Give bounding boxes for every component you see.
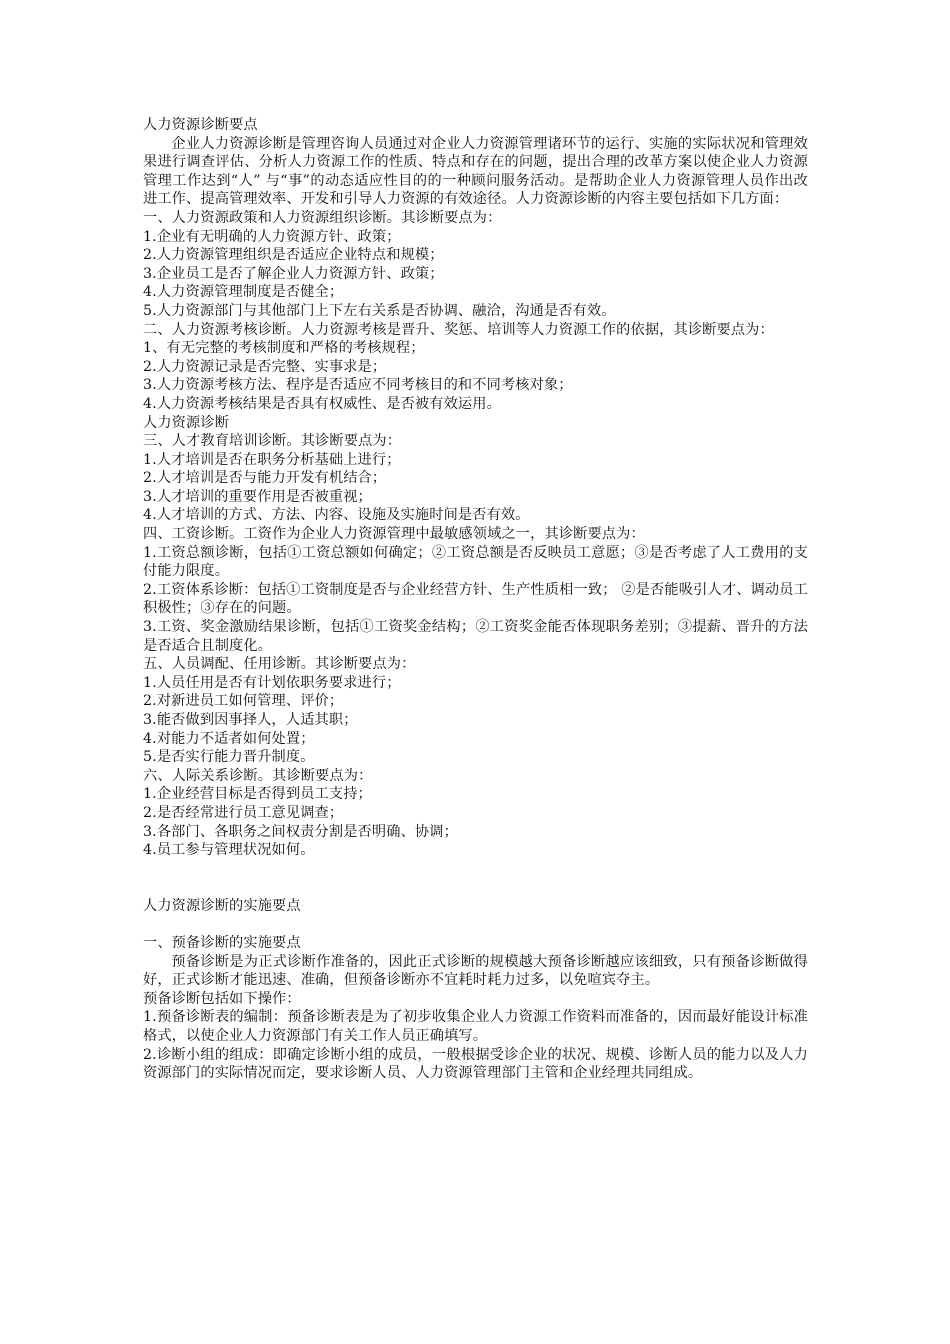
list-item: 2.人力资源记录是否完整、实事求是； xyxy=(143,358,387,375)
list-item: 5.人力资源部门与其他部门上下左右关系是否协调、融洽，沟通是否有效。 xyxy=(143,302,616,319)
section-heading: 一、人力资源政策和人力资源组织诊断。其诊断要点为： xyxy=(143,209,502,226)
section-heading: 二、人力资源考核诊断。人力资源考核是晋升、奖惩、培训等人力资源工作的依据，其诊断要点为： xyxy=(143,321,774,338)
list-item: 1.企业有无明确的人力资源方针、政策； xyxy=(143,228,401,245)
list-item: 1.预备诊断表的编制：预备诊断表是为了初步收集企业人力资源工作资料而准备的，因而最好能设计标准格式，以使企业人力资源部门有关工作人员正确填写。 xyxy=(143,1009,808,1044)
list-item: 3.能否做到因事择人，人适其职； xyxy=(143,712,358,728)
list-item: 4.人力资源考核结果是否具有权威性、是否被有效运用。 xyxy=(143,395,501,412)
list-item: 1.人才培训是否在职务分析基础上进行； xyxy=(143,451,401,468)
list-item: 3.人力资源考核方法、程序是否适应不同考核目的和不同考核对象； xyxy=(143,377,573,394)
list-item: 2.对新进员工如何管理、评价； xyxy=(143,693,344,710)
list-item: 1、有无完整的考核制度和严格的考核规程； xyxy=(143,340,425,357)
part2-paragraph: 预备诊断是为正式诊断作准备的，因此正式诊断的规模越大预备诊断越应该细致，只有预备诊断做得好，正式诊断才能迅速、准确，但预备诊断亦不宜耗时耗力过多，以免喧宾夺主。 xyxy=(143,953,808,989)
part2-title: 人力资源诊断的实施要点 xyxy=(143,897,301,914)
doc-subtitle: 人力资源诊断 xyxy=(143,414,230,431)
list-item: 2.人才培训是否与能力开发有机结合； xyxy=(143,470,387,487)
spacer xyxy=(143,915,808,934)
list-item: 3.人才培训的重要作用是否被重视； xyxy=(143,488,372,505)
list-item: 2.诊断小组的组成：即确定诊断小组的成员，一般根据受诊企业的状况、规模、诊断人员的能力以及人力资源部门的实际情况而定，要求诊断人员、人力资源管理部门主管和企业经理共同组成。 xyxy=(143,1046,808,1082)
intro-paragraph: 企业人力资源诊断是管理咨询人员通过对企业人力资源管理诸环节的运行、实施的实际状况和管理效果进行调查评估、分析人力资源工作的性质、特点和存在的问题，提出合理的改革方案以使企业人力资源管理工作达到“人” 与“事”的动态适应性目的的一种顾问服务活动。是帮助企业人力资源管理人员作出改进工作、提高管理效率、开发和引导人力资源的有效途径。人力资源诊断的内容主要包括如下几方面： xyxy=(143,135,808,208)
list-item: 2.工资体系诊断：包括①工资制度是否与企业经营方针、生产性质相一致； ②是否能吸引人才、调动员工积极性；③存在的问题。 xyxy=(143,581,808,617)
section-heading: 五、人员调配、任用诊断。其诊断要点为： xyxy=(143,656,416,673)
list-item: 4.对能力不适者如何处置； xyxy=(143,730,315,747)
list-item: 4.员工参与管理状况如何。 xyxy=(143,842,315,859)
list-item: 2.是否经常进行员工意见调查； xyxy=(143,804,344,821)
list-item: 4.人才培训的方式、方法、内容、设施及实施时间是否有效。 xyxy=(143,507,530,524)
list-item: 4.人力资源管理制度是否健全； xyxy=(143,284,344,301)
doc-title: 人力资源诊断要点 xyxy=(143,117,258,133)
list-item: 2.人力资源管理组织是否适应企业特点和规模； xyxy=(143,247,444,264)
list-item: 1.工资总额诊断，包括①工资总额如何确定；②工资总额是否反映员工意愿；③是否考虑了人工费用的支付能力限度。 xyxy=(143,544,808,580)
section-heading: 一、预备诊断的实施要点 xyxy=(143,934,301,951)
document-body xyxy=(143,116,808,1083)
spacer xyxy=(143,860,808,897)
list-item: 3.工资、奖金激励结果诊断，包括①工资奖金结构；②工资奖金能否体现职务差别；③提薪、晋升的方法是否适合且制度化。 xyxy=(143,619,808,654)
list-item: 5.是否实行能力晋升制度。 xyxy=(143,749,315,766)
list-item: 3.各部门、各职务之间权责分割是否明确、协调； xyxy=(143,823,458,840)
list-item: 3.企业员工是否了解企业人力资源方针、政策； xyxy=(143,265,444,282)
section-heading: 四、工资诊断。工资作为企业人力资源管理中最敏感领域之一，其诊断要点为： xyxy=(143,526,645,543)
list-item: 1.人员任用是否有计划依职务要求进行； xyxy=(143,674,401,691)
section-heading: 六、人际关系诊断。其诊断要点为： xyxy=(143,767,373,784)
section-heading: 三、人才教育培训诊断。其诊断要点为： xyxy=(143,433,402,450)
ops-intro: 预备诊断包括如下操作： xyxy=(143,990,301,1007)
list-item: 1.企业经营目标是否得到员工支持； xyxy=(143,786,372,803)
